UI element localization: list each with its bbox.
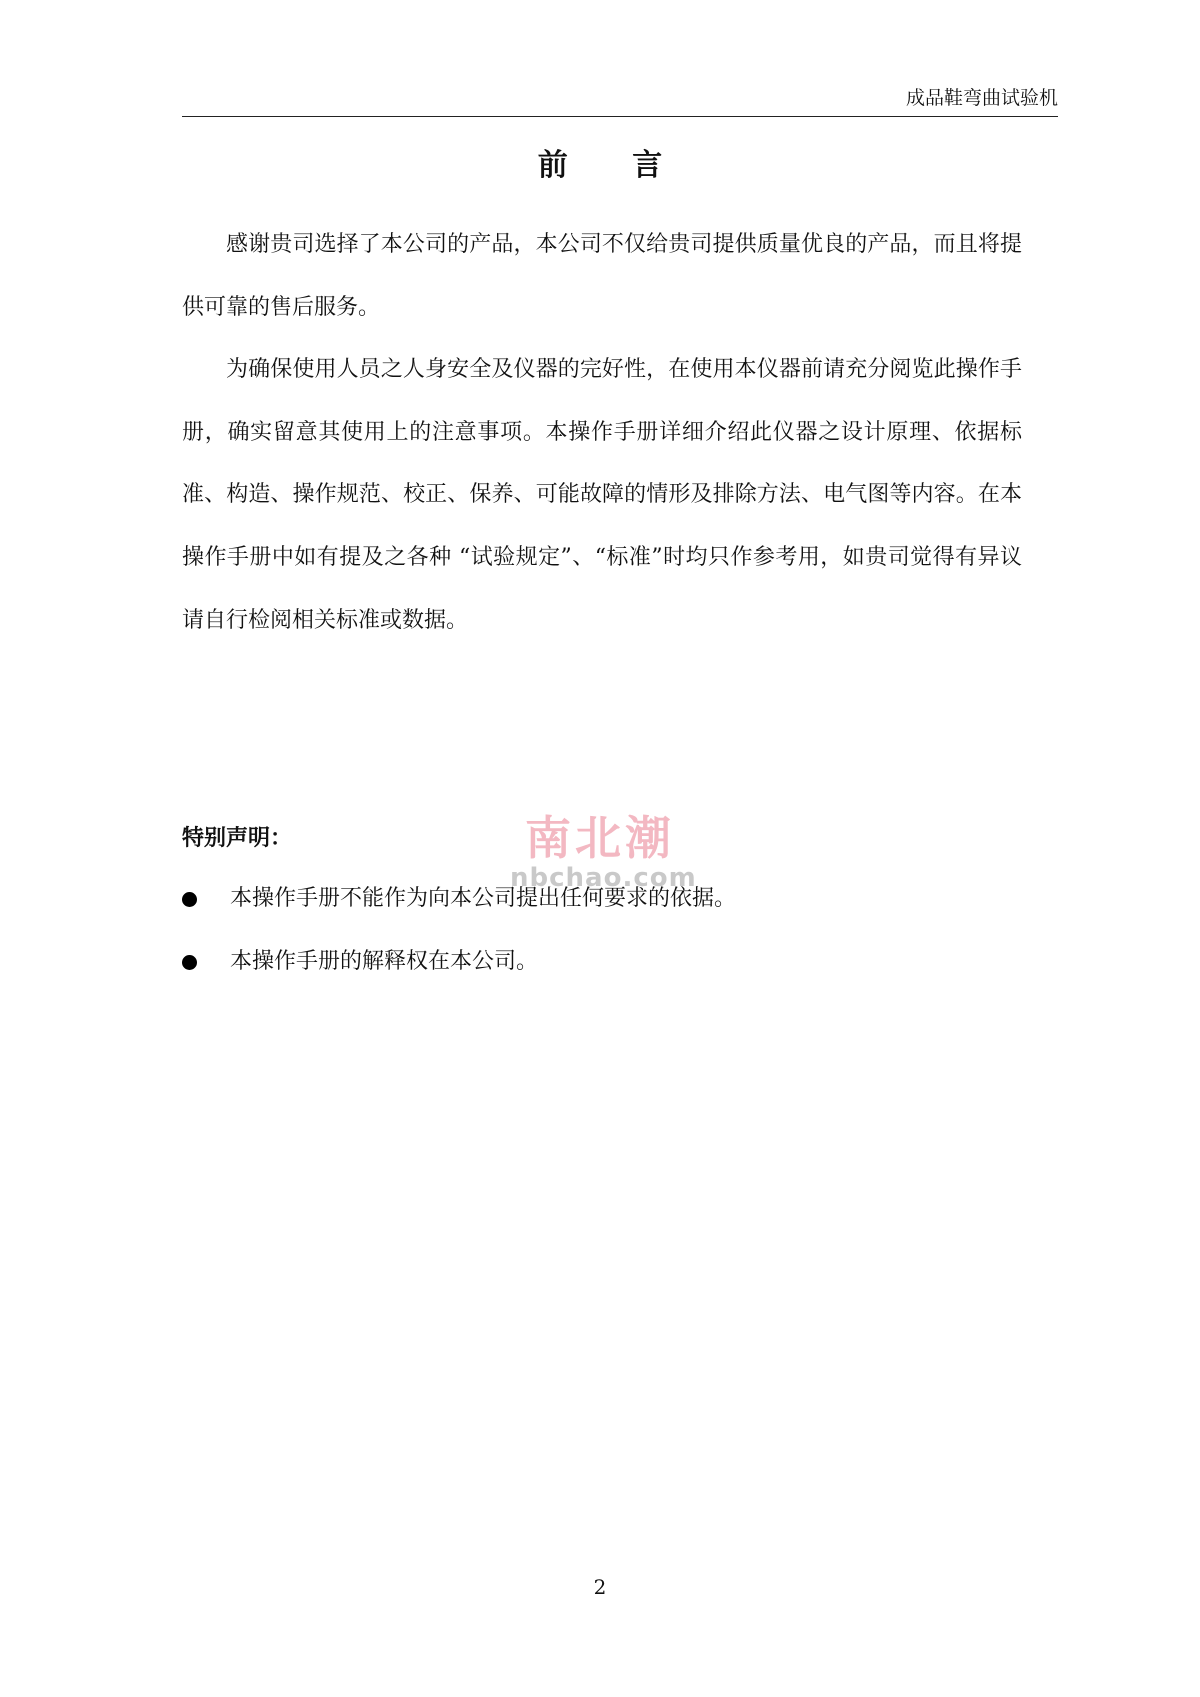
notice-heading: 特别声明： [182, 825, 293, 851]
header-title: 成品鞋弯曲试验机 [905, 87, 1058, 109]
page-header [182, 82, 1058, 117]
watermark-site: nbchao.com [510, 863, 697, 893]
bullet-icon [182, 892, 197, 907]
preface-paragraph: 为确保使用人员之人身安全及仪器的完好性，在使用本仪器前请充分阅览此操作手册，确实留意其使用上的注意事项。本操作手册详细介绍此仪器之设计原理、依据标准、构造、操作规范、校正、保养、可能故障的情形及排除方法、电气图等内容。在本操作手册中如有提及之各种 “试验规定”、“标准”时均只作参考用，如贵司觉得有异议请自行检阅相关标准或数据。 [182, 357, 1022, 633]
preface-paragraph: 感谢贵司选择了本公司的产品，本公司不仅给贵司提供质量优良的产品，而且将提供可靠的售后服务。 [182, 232, 1022, 320]
bullet-icon [182, 955, 197, 970]
notice-item-text: 本操作手册的解释权在本公司。 [230, 949, 539, 974]
watermark-chinese: 南北潮 [525, 811, 675, 865]
notice-item-text: 本操作手册不能作为向本公司提出任何要求的依据。 [230, 886, 737, 911]
page-number: 2 [593, 1575, 607, 1599]
preface-title: 前 言 [537, 148, 663, 183]
watermark [510, 811, 697, 893]
